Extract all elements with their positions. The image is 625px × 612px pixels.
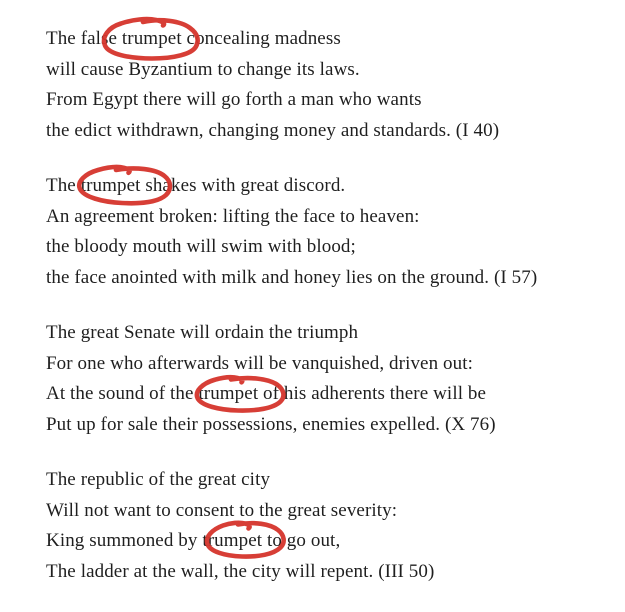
stanza-4 xyxy=(46,465,615,587)
verse-line: The great Senate will ordain the triumph xyxy=(46,322,359,343)
stanza-2 xyxy=(46,171,615,293)
verse-line: the edict withdrawn, changing money and standards. (I 40) xyxy=(46,119,500,141)
verse-text-block xyxy=(46,24,615,587)
verse-line: the face anointed with milk and honey lies on the ground. (I 57) xyxy=(46,266,538,288)
verse-line: the bloody mouth will swim with blood; xyxy=(46,236,356,257)
verse-line: King summoned by trumpet to go out, xyxy=(46,530,341,551)
verse-line: will cause Byzantium to change its laws. xyxy=(46,58,360,80)
verse-line: The ladder at the wall, the city will repent. (III 50) xyxy=(46,560,435,582)
verse-line: An agreement broken: lifting the face to heaven: xyxy=(46,205,420,227)
verse-line: For one who afterwards will be vanquished, driven out: xyxy=(46,352,473,374)
verse-line: At the sound of the trumpet of his adherents there will be xyxy=(46,383,487,404)
verse-line: The trumpet shakes with great discord. xyxy=(46,175,346,196)
verse-line: Put up for sale their possessions, enemies expelled. (X 76) xyxy=(46,413,496,435)
verse-line: The false trumpet concealing madness xyxy=(46,28,341,49)
verse-line: Will not want to consent to the great severity: xyxy=(46,499,398,521)
verse-line: From Egypt there will go forth a man who wants xyxy=(46,89,422,110)
stanza-3 xyxy=(46,318,615,440)
stanza-1 xyxy=(46,24,615,146)
verse-line: The republic of the great city xyxy=(46,469,271,490)
